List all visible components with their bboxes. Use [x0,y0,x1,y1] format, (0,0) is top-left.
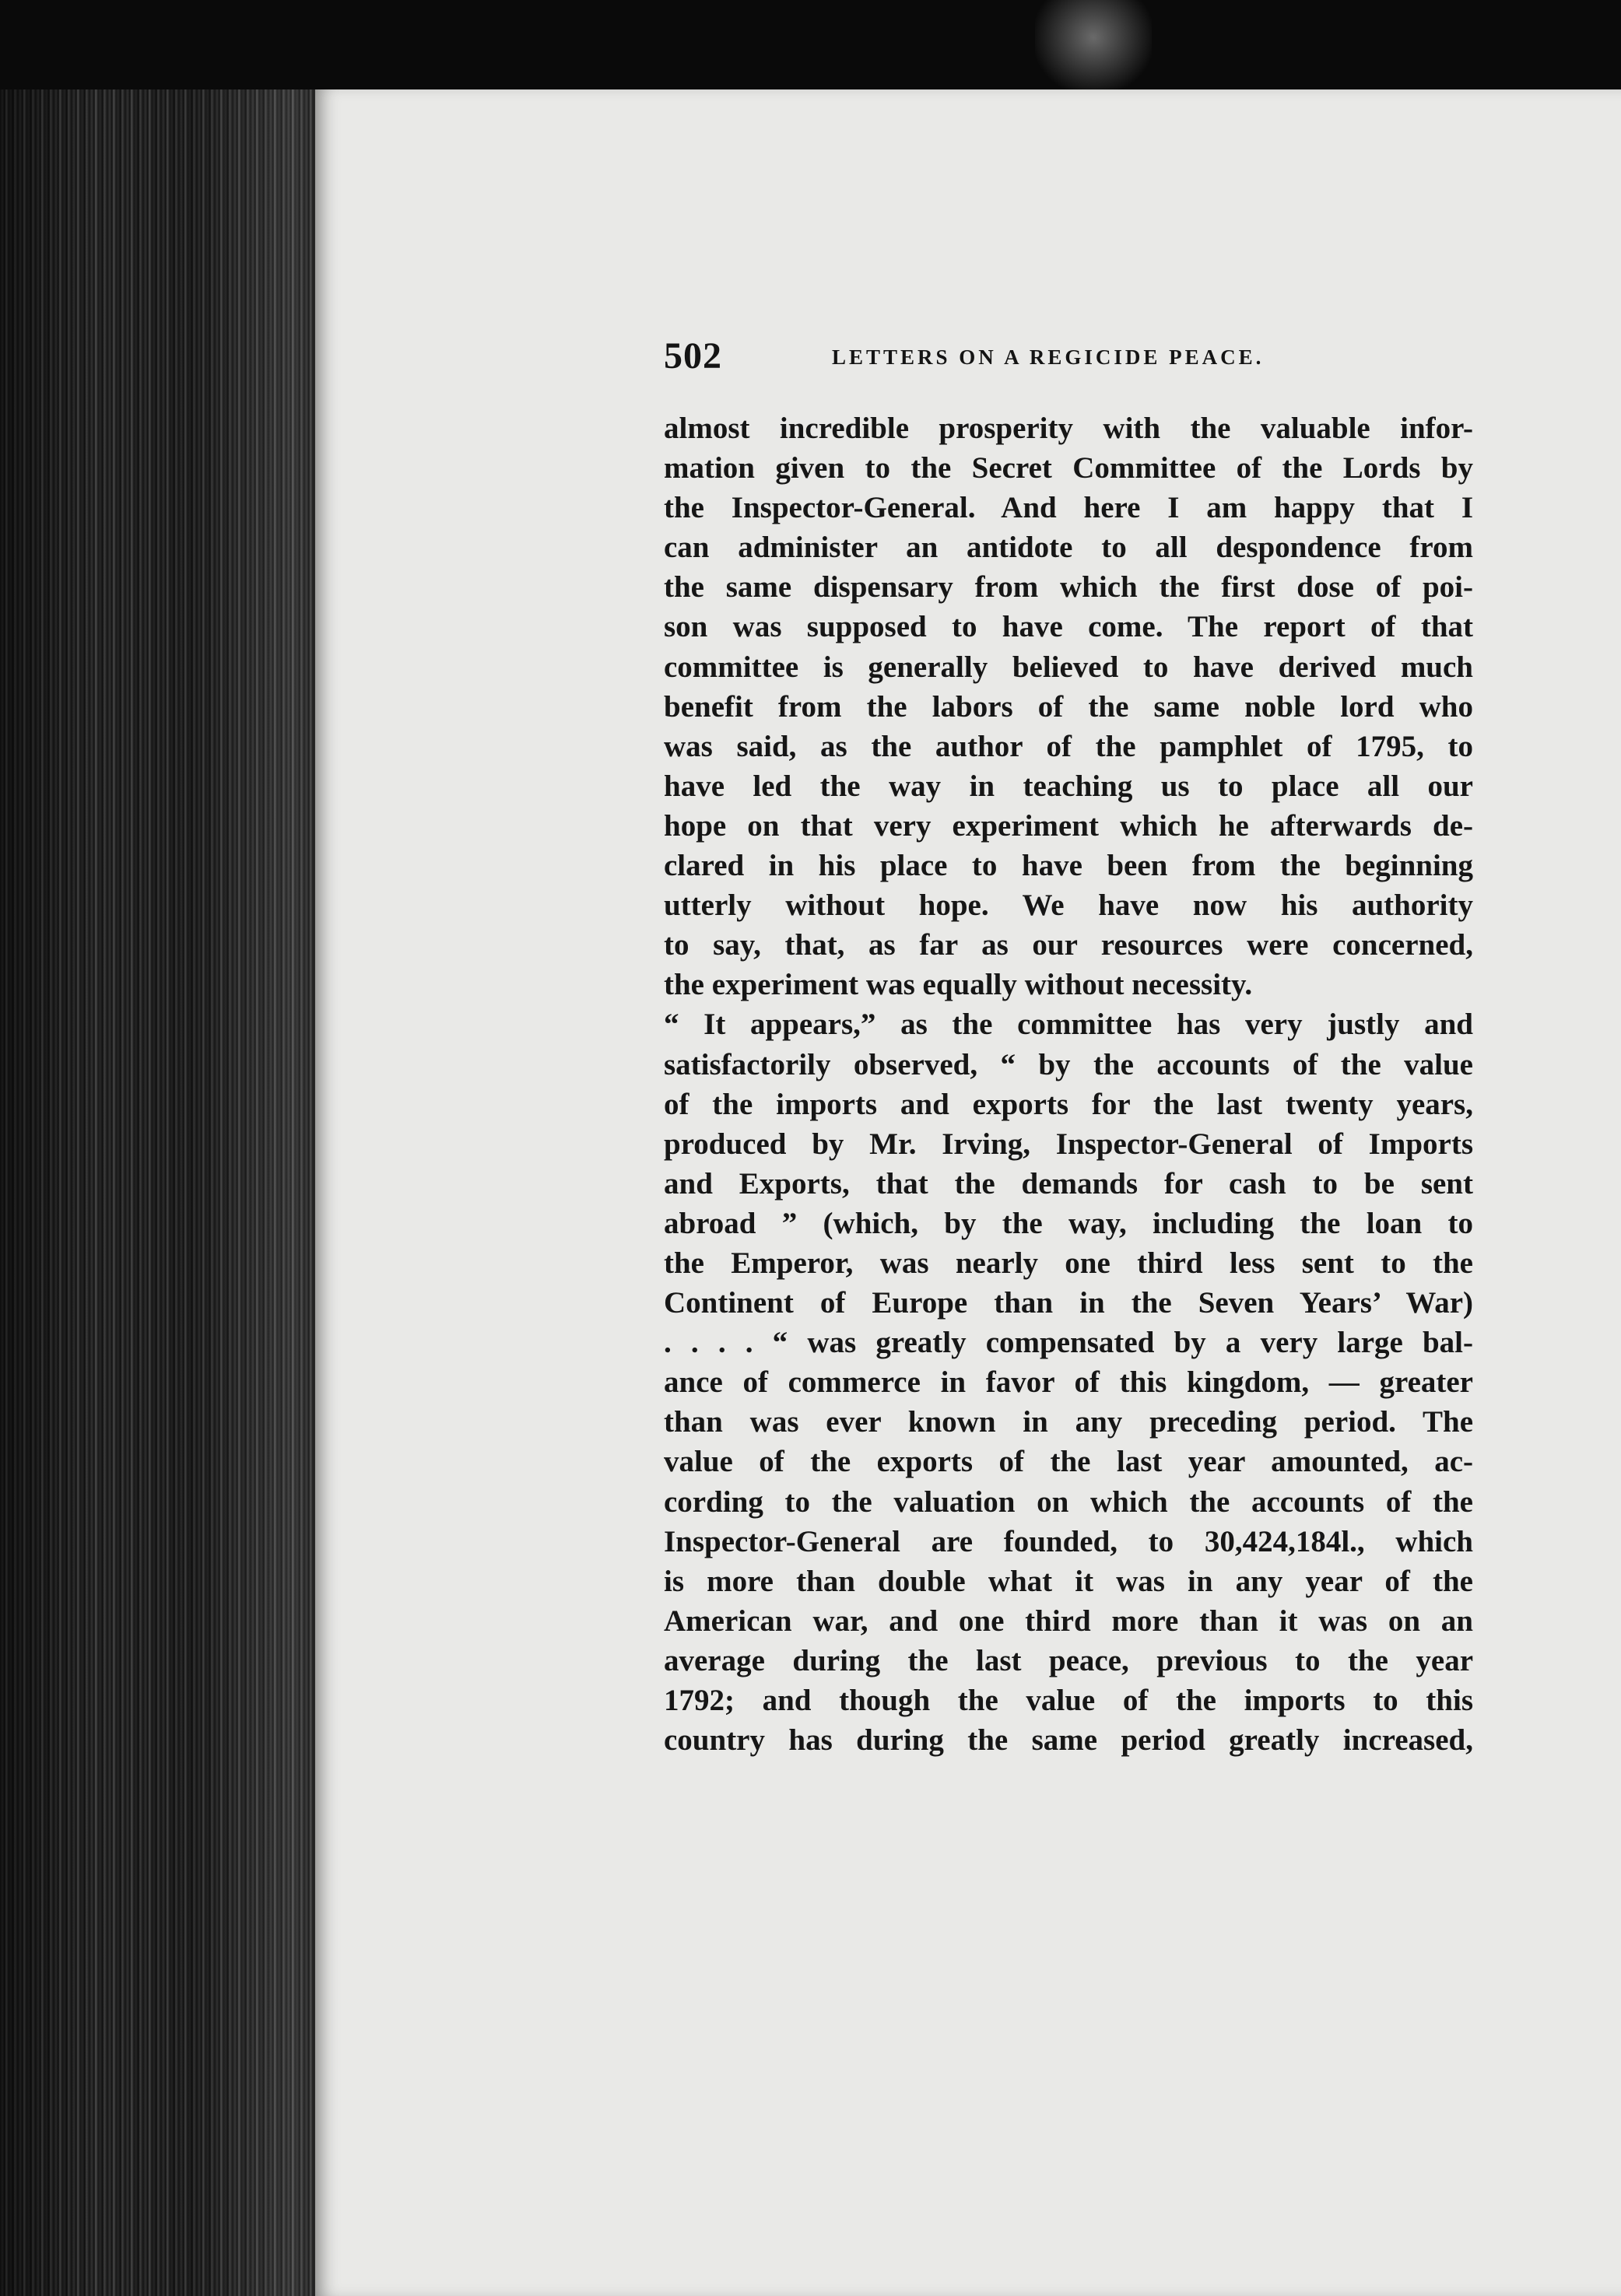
text-line: have led the way in teaching us to place all our [664,769,1473,803]
text-line: than was ever known in any preceding period. The [664,1405,1473,1439]
text-line: produced by Mr. Irving, Inspector-General of Imports [664,1127,1473,1161]
text-line: is more than double what it was in any year of the [664,1564,1473,1598]
text-line: average during the last peace, previous to the year [664,1643,1473,1677]
text-line: benefit from the labors of the same noble lord who [664,689,1473,724]
torn-edge [1035,0,1152,93]
text-line: the Emperor, was nearly one third less sent to the [664,1246,1473,1280]
running-head [664,335,1473,389]
running-title: LETTERS ON A REGICIDE PEACE. [832,345,1265,369]
page-number: 502 [664,335,722,377]
text-line: . . . . “ was greatly compensated by a very large bal- [664,1326,1473,1360]
text-line: utterly without hope. We have now his authority [664,889,1473,923]
text-line: abroad ” (which, by the way, including the loan to [664,1206,1473,1240]
text-line: committee is generally believed to have derived much [664,650,1473,684]
book-page-edges-shadow [0,89,323,2296]
text-line: “ It appears,” as the committee has very justly and [664,1008,1473,1042]
text-line: the same dispensary from which the first dose of poi- [664,570,1473,605]
scan-top-margin [0,0,1621,97]
text-line: son was supposed to have come. The report of that [664,610,1473,644]
text-line: country has during the same period greatly increased, [664,1723,1473,1758]
text-line: cording to the valuation on which the accounts of the [664,1485,1473,1519]
text-line: American war, and one third more than it was on an [664,1604,1473,1638]
text-line: the experiment was equally without necessity. [664,968,1253,1002]
text-line: Continent of Europe than in the Seven Years’ War) [664,1286,1473,1320]
text-line: value of the exports of the last year amounted, ac- [664,1445,1473,1479]
text-line: was said, as the author of the pamphlet of 1795, to [664,729,1473,763]
text-line: 1792; and though the value of the imports to this [664,1684,1473,1717]
text-line: can administer an antidote to all despondence from [664,531,1473,565]
text-line: hope on that very experiment which he afterwards de- [664,808,1473,843]
text-line: ance of commerce in favor of this kingdom, — greater [664,1365,1473,1400]
text-line: the Inspector-General. And here I am happy that I [664,491,1473,525]
text-line: satisfactorily observed, “ by the accounts of the value [664,1047,1473,1081]
text-line: clared in his place to have been from the beginning [664,849,1473,883]
text-line: Inspector-General are founded, to 30,424,184l., which [664,1524,1473,1558]
body-text [664,408,1473,1760]
text-line: to say, that, as far as our resources were concerned, [664,928,1473,962]
text-line: mation given to the Secret Committee of the Lords by [664,451,1473,485]
text-line: almost incredible prosperity with the valuable infor- [664,412,1473,445]
text-line: and Exports, that the demands for cash to be sent [664,1166,1473,1201]
text-line: of the imports and exports for the last twenty years, [664,1087,1473,1121]
